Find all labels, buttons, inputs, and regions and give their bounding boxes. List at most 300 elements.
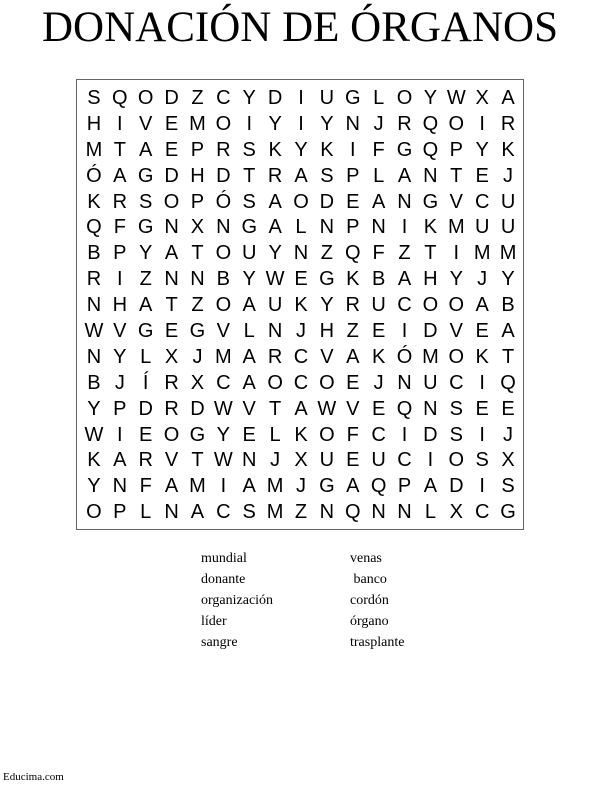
grid-letter: G <box>344 87 361 109</box>
word-list-item: órgano <box>350 614 389 629</box>
grid-letter: N <box>164 268 179 291</box>
grid-letter: M <box>473 242 491 265</box>
grid-letter: V <box>139 112 153 135</box>
grid-letter: M <box>266 501 284 524</box>
grid-letter: O <box>422 294 439 317</box>
grid-letter: Y <box>87 475 101 498</box>
grid-letter: P <box>397 475 412 498</box>
grid-letter: H <box>319 320 335 343</box>
grid-letter: Q <box>112 87 128 109</box>
grid-letter: A <box>242 294 256 317</box>
grid-letter: R <box>112 190 128 213</box>
grid-letter: O <box>163 423 180 446</box>
grid-letter: P <box>113 397 127 420</box>
grid-letter: M <box>85 138 103 161</box>
grid-letter: R <box>267 164 283 187</box>
grid-letter: J <box>114 371 125 394</box>
grid-letter: Y <box>320 112 334 135</box>
grid-letter: E <box>139 423 153 446</box>
grid-letter: L <box>269 423 281 446</box>
grid-letter: B <box>216 268 231 291</box>
grid-letter: W <box>265 268 285 291</box>
grid-letter: R <box>164 371 179 394</box>
grid-letter: P <box>449 138 463 161</box>
grid-letter: M <box>499 242 517 265</box>
grid-letter: S <box>242 190 256 213</box>
grid-letter: L <box>295 216 307 239</box>
grid-letter: O <box>448 294 465 317</box>
word-list-item: organización <box>201 593 274 608</box>
grid-letter: N <box>397 190 412 213</box>
grid-letter: F <box>139 475 152 498</box>
grid-letter: I <box>220 475 227 498</box>
grid-letter: D <box>449 475 464 498</box>
grid-letter: V <box>346 397 360 420</box>
grid-letter: C <box>371 423 386 446</box>
grid-letter: Q <box>396 397 413 420</box>
grid-letter: N <box>164 501 179 524</box>
grid-letter: B <box>371 268 386 291</box>
grid-letter: I <box>401 216 408 239</box>
grid-letter: E <box>164 112 179 135</box>
grid-letter: B <box>87 242 101 265</box>
grid-letter: T <box>269 397 282 420</box>
grid-letter: Y <box>475 138 489 161</box>
word-list-right <box>350 548 404 653</box>
grid-letter: D <box>423 320 438 343</box>
grid-letter: G <box>319 268 335 291</box>
grid-letter: A <box>346 345 360 368</box>
grid-letter: G <box>241 216 257 239</box>
grid-letter: Z <box>346 320 359 343</box>
grid-letter: Y <box>501 268 515 291</box>
grid-letter: U <box>423 371 438 394</box>
grid-letter: U <box>371 449 386 472</box>
word-list-item: sangre <box>201 635 238 650</box>
grid-letter: N <box>190 268 205 291</box>
grid-letter: E <box>346 371 360 394</box>
grid-letter: O <box>396 87 413 109</box>
grid-letter: T <box>424 242 437 265</box>
grid-letter: A <box>113 449 127 472</box>
grid-letter: K <box>294 294 308 317</box>
grid-letter: J <box>503 423 514 446</box>
grid-letter: J <box>373 112 384 135</box>
grid-letter: N <box>371 501 386 524</box>
grid-letter: N <box>319 216 335 239</box>
grid-letter: E <box>294 268 308 291</box>
word-list-left <box>201 548 273 653</box>
grid-letter: K <box>87 449 101 472</box>
grid-letter: U <box>500 190 516 213</box>
grid-letter: F <box>113 216 126 239</box>
grid-letter: A <box>242 371 256 394</box>
grid-letter: C <box>397 294 412 317</box>
grid-letter: K <box>320 138 334 161</box>
grid-letter: B <box>87 371 101 394</box>
grid-letter: E <box>164 320 179 343</box>
grid-letter: N <box>86 345 102 368</box>
grid-letter: C <box>449 371 464 394</box>
grid-letter: W <box>213 449 233 472</box>
grid-letter: Z <box>398 242 411 265</box>
grid-letter: K <box>268 138 282 161</box>
grid-letter: Q <box>422 138 439 161</box>
grid-letter: V <box>216 320 231 343</box>
grid-letter: C <box>216 87 231 109</box>
grid-letter: W <box>446 87 466 109</box>
grid-letter: J <box>192 345 203 368</box>
grid-letter: I <box>453 242 460 265</box>
grid-letter: H <box>112 294 128 317</box>
grid-letter: V <box>113 320 127 343</box>
grid-letter: C <box>293 345 309 368</box>
grid-letter: N <box>267 320 283 343</box>
grid-letter: P <box>190 190 205 213</box>
grid-letter: J <box>373 371 384 394</box>
grid-letter: X <box>501 449 515 472</box>
grid-letter: J <box>295 320 306 343</box>
grid-letter: Z <box>320 242 333 265</box>
grid-letter: N <box>86 294 102 317</box>
grid-letter: Y <box>216 423 231 446</box>
grid-letter: G <box>137 216 154 239</box>
grid-letter: M <box>189 475 206 498</box>
grid-letter: V <box>449 190 463 213</box>
grid-letter: A <box>475 294 489 317</box>
grid-letter: O <box>319 371 335 394</box>
grid-letter: Z <box>191 294 204 317</box>
grid-letter: D <box>216 164 231 187</box>
grid-letter: E <box>164 138 179 161</box>
grid-letter: C <box>216 501 231 524</box>
grid-letter: Y <box>268 112 282 135</box>
grid-letter: R <box>500 112 516 135</box>
grid-letter: N <box>319 501 335 524</box>
grid-letter: R <box>164 397 179 420</box>
grid-letter: A <box>294 164 308 187</box>
grid-letter: A <box>371 190 386 213</box>
grid-letter: G <box>319 475 335 498</box>
grid-letter: A <box>423 475 438 498</box>
grid-letter: K <box>346 268 360 291</box>
grid-letter: O <box>448 345 465 368</box>
grid-letter: N <box>397 371 412 394</box>
grid-letter: S <box>475 449 489 472</box>
grid-letter: P <box>346 216 360 239</box>
grid-letter: J <box>477 268 488 291</box>
word-list-item: donante <box>201 572 246 587</box>
grid-letter: Z <box>191 87 204 109</box>
grid-letter: A <box>294 397 308 420</box>
grid-letter: Y <box>242 268 256 291</box>
grid-letter: X <box>294 449 308 472</box>
grid-letter: A <box>346 475 360 498</box>
grid-letter: W <box>84 320 104 343</box>
grid-letter: M <box>215 345 232 368</box>
word-search-grid <box>81 86 521 526</box>
grid-letter: K <box>294 423 308 446</box>
grid-letter: G <box>422 190 439 213</box>
grid-letter: L <box>424 501 436 524</box>
grid-letter: S <box>449 423 463 446</box>
grid-letter: U <box>371 294 386 317</box>
word-list-item: venas <box>350 551 382 566</box>
grid-letter: N <box>293 242 309 265</box>
grid-letter: G <box>137 320 154 343</box>
grid-letter: I <box>479 371 485 394</box>
grid-letter: T <box>501 345 515 368</box>
grid-letter: N <box>112 475 128 498</box>
grid-letter: N <box>423 397 438 420</box>
grid-letter: X <box>475 87 489 109</box>
grid-letter: W <box>213 397 233 420</box>
grid-letter: S <box>242 138 256 161</box>
grid-letter: S <box>449 397 463 420</box>
grid-letter: Y <box>113 345 127 368</box>
grid-letter: G <box>189 423 206 446</box>
grid-letter: T <box>165 294 178 317</box>
grid-letter: V <box>320 345 334 368</box>
grid-letter: U <box>474 216 490 239</box>
grid-letter: M <box>422 345 439 368</box>
grid-letter: Q <box>344 242 361 265</box>
grid-letter: I <box>401 320 408 343</box>
grid-letter: X <box>449 501 463 524</box>
grid-letter: V <box>242 397 256 420</box>
word-list-item: líder <box>201 614 227 629</box>
grid-letter: D <box>423 423 438 446</box>
grid-letter: N <box>397 501 412 524</box>
grid-letter: O <box>86 501 102 524</box>
grid-letter: A <box>113 164 127 187</box>
grid-letter: I <box>349 138 356 161</box>
grid-letter: E <box>475 164 489 187</box>
grid-letter: L <box>140 501 152 524</box>
grid-letter: T <box>243 164 256 187</box>
grid-letter: L <box>140 345 152 368</box>
grid-letter: I <box>117 423 123 446</box>
grid-letter: O <box>163 190 180 213</box>
grid-letter: P <box>190 138 205 161</box>
grid-letter: O <box>448 449 465 472</box>
grid-letter: G <box>189 320 206 343</box>
grid-letter: A <box>190 501 205 524</box>
grid-letter: S <box>501 475 515 498</box>
grid-letter: I <box>298 87 304 109</box>
grid-letter: K <box>87 190 101 213</box>
grid-letter: T <box>113 138 126 161</box>
grid-letter: I <box>479 475 485 498</box>
grid-letter: I <box>401 423 408 446</box>
grid-letter: C <box>474 501 490 524</box>
grid-letter: N <box>216 216 231 239</box>
grid-letter: W <box>317 397 337 420</box>
grid-letter: Y <box>87 397 101 420</box>
grid-letter: Y <box>268 242 282 265</box>
word-search-box <box>76 79 524 530</box>
grid-letter: V <box>164 449 179 472</box>
grid-letter: Q <box>370 475 387 498</box>
grid-letter: U <box>319 449 335 472</box>
grid-letter: N <box>345 112 360 135</box>
grid-letter: P <box>113 501 127 524</box>
grid-letter: A <box>242 475 256 498</box>
grid-letter: W <box>84 423 104 446</box>
grid-letter: O <box>215 242 232 265</box>
grid-letter: A <box>242 345 256 368</box>
grid-letter: C <box>474 190 490 213</box>
grid-letter: Q <box>344 501 361 524</box>
grid-letter: I <box>479 112 485 135</box>
grid-letter: A <box>501 87 515 109</box>
word-list-item: trasplante <box>350 635 405 650</box>
grid-letter: T <box>191 449 204 472</box>
grid-letter: R <box>267 345 283 368</box>
grid-letter: A <box>164 242 179 265</box>
word-list-item: mundial <box>201 551 247 566</box>
grid-letter: D <box>267 87 283 109</box>
grid-letter: X <box>190 371 205 394</box>
grid-letter: N <box>242 449 257 472</box>
grid-letter: O <box>215 294 232 317</box>
grid-letter: U <box>319 87 335 109</box>
word-list-item: banco <box>350 572 387 587</box>
grid-letter: N <box>423 164 438 187</box>
grid-letter: U <box>267 294 283 317</box>
grid-letter: A <box>501 320 515 343</box>
grid-letter: Z <box>139 268 152 291</box>
grid-letter: G <box>500 501 516 524</box>
grid-letter: A <box>268 190 282 213</box>
grid-letter: R <box>138 449 153 472</box>
grid-letter: O <box>293 190 309 213</box>
grid-letter: O <box>267 371 283 394</box>
grid-letter: E <box>475 320 489 343</box>
grid-letter: U <box>500 216 516 239</box>
grid-letter: P <box>113 242 127 265</box>
grid-letter: Ó <box>215 190 232 213</box>
grid-letter: A <box>397 164 412 187</box>
grid-letter: H <box>86 112 102 135</box>
grid-letter: F <box>372 242 385 265</box>
grid-letter: D <box>138 397 153 420</box>
grid-letter: B <box>501 294 515 317</box>
grid-letter: A <box>397 268 412 291</box>
grid-letter: R <box>216 138 231 161</box>
grid-letter: M <box>266 475 284 498</box>
page-title: DONACIÓN DE ÓRGANOS <box>42 4 558 51</box>
grid-letter: O <box>319 423 335 446</box>
grid-letter: Z <box>294 501 308 524</box>
grid-letter: Q <box>86 216 102 239</box>
grid-letter: K <box>501 138 515 161</box>
grid-letter: J <box>295 475 306 498</box>
grid-letter: H <box>190 164 205 187</box>
grid-letter: O <box>215 112 232 135</box>
grid-letter: A <box>139 138 153 161</box>
grid-letter: F <box>372 138 385 161</box>
grid-letter: A <box>164 475 179 498</box>
grid-letter: J <box>270 449 281 472</box>
grid-letter: I <box>479 423 485 446</box>
grid-letter: D <box>164 87 179 109</box>
grid-letter: Y <box>423 87 438 109</box>
grid-letter: I <box>246 112 252 135</box>
grid-letter: Q <box>422 112 439 135</box>
grid-letter: D <box>190 397 205 420</box>
grid-letter: O <box>137 87 154 109</box>
grid-letter: I <box>427 449 434 472</box>
grid-letter: K <box>475 345 489 368</box>
grid-letter: X <box>164 345 179 368</box>
grid-letter: L <box>373 87 385 109</box>
grid-letter: M <box>189 112 206 135</box>
grid-letter: R <box>345 294 360 317</box>
grid-letter: A <box>268 216 282 239</box>
grid-letter: T <box>191 242 204 265</box>
grid-letter: Í <box>142 371 149 394</box>
grid-letter: Y <box>320 294 334 317</box>
grid-letter: C <box>293 371 309 394</box>
grid-letter: E <box>371 320 386 343</box>
grid-letter: S <box>320 164 334 187</box>
grid-letter: Ó <box>396 345 413 368</box>
grid-letter: I <box>298 112 304 135</box>
grid-letter: E <box>242 423 256 446</box>
grid-letter: L <box>373 164 385 187</box>
grid-letter: T <box>450 164 463 187</box>
grid-letter: R <box>86 268 102 291</box>
word-list-item: cordón <box>350 593 389 608</box>
grid-letter: K <box>371 345 386 368</box>
grid-letter: E <box>501 397 515 420</box>
grid-letter: H <box>423 268 438 291</box>
grid-letter: L <box>243 320 255 343</box>
grid-letter: O <box>448 112 465 135</box>
grid-letter: Y <box>242 87 256 109</box>
grid-letter: U <box>242 242 257 265</box>
grid-letter: C <box>216 371 231 394</box>
grid-letter: N <box>371 216 386 239</box>
grid-letter: E <box>346 190 360 213</box>
grid-letter: V <box>449 320 463 343</box>
grid-letter: A <box>139 294 153 317</box>
grid-letter: G <box>137 164 154 187</box>
grid-letter: Y <box>139 242 153 265</box>
grid-letter: C <box>397 449 412 472</box>
grid-letter: F <box>346 423 359 446</box>
grid-letter: Y <box>294 138 308 161</box>
grid-letter: N <box>164 216 179 239</box>
grid-letter: S <box>87 87 101 109</box>
grid-letter: S <box>242 501 256 524</box>
grid-letter: I <box>117 268 123 291</box>
grid-letter: Y <box>449 268 463 291</box>
grid-letter: G <box>396 138 413 161</box>
grid-letter: Q <box>500 371 516 394</box>
grid-letter: E <box>475 397 489 420</box>
grid-letter: J <box>503 164 514 187</box>
grid-letter: I <box>117 112 123 135</box>
grid-letter: K <box>423 216 438 239</box>
grid-letter: D <box>319 190 335 213</box>
grid-letter: R <box>397 112 412 135</box>
grid-letter: X <box>190 216 205 239</box>
grid-letter: S <box>139 190 153 213</box>
grid-letter: D <box>164 164 179 187</box>
grid-letter: Ó <box>86 164 102 187</box>
